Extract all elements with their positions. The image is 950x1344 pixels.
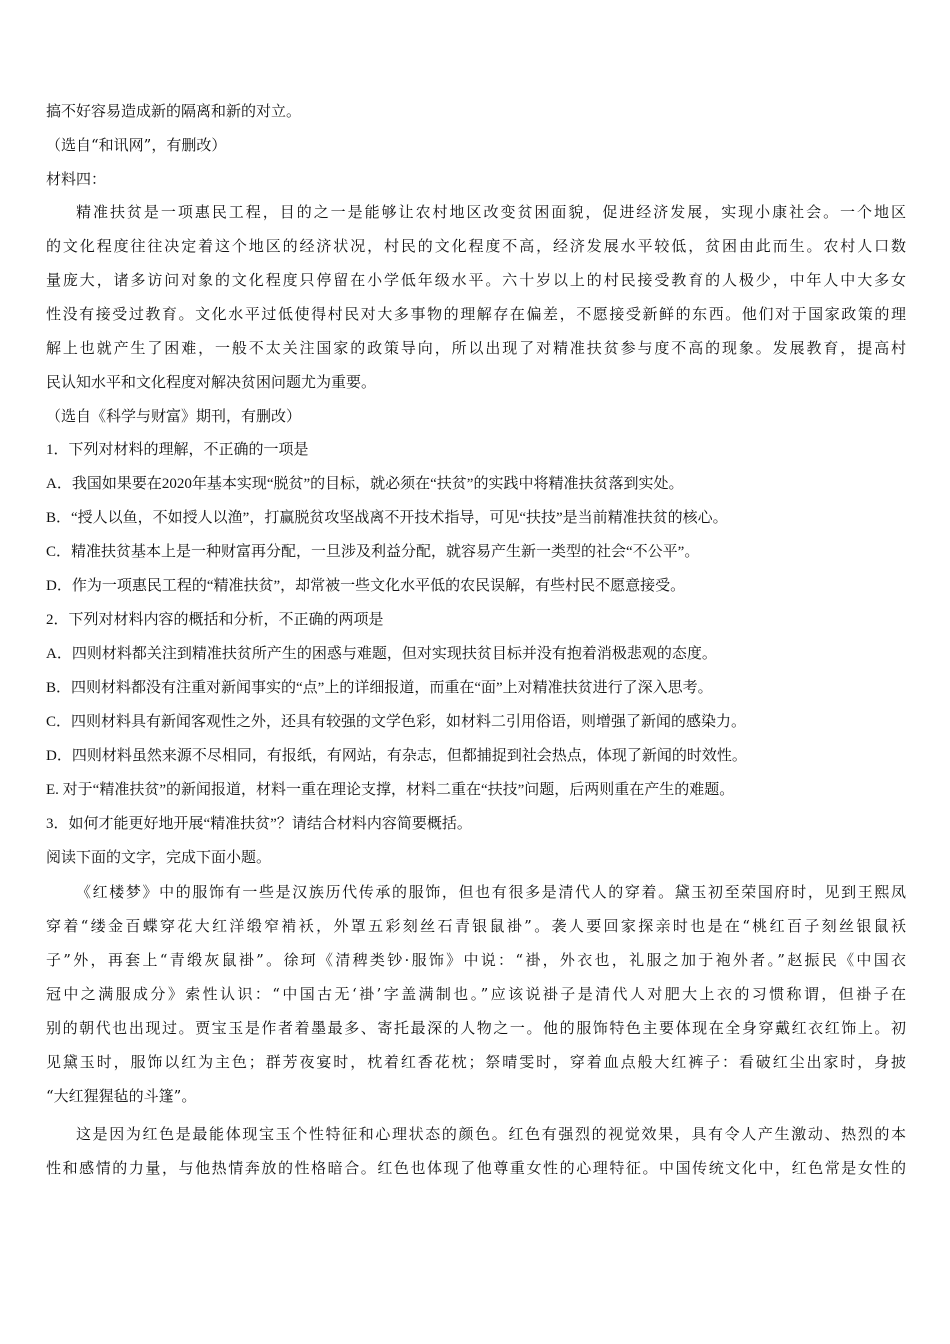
question-2-option-d: D．四则材料虽然来源不尽相同，有报纸，有网站，有杂志，但都捕捉到社会热点，体现了新闻的时效性。 bbox=[46, 748, 747, 764]
passage-1-line: 别的朝代也出现过。贾宝玉是作者着墨最多、寄托最深的人物之一。他的服饰特色主要体现在全身穿戴红衣红饰上。初 bbox=[46, 1019, 906, 1037]
passage-1-line: 《红楼梦》中的服饰有一些是汉族历代传承的服饰，但也有很多是清代人的穿着。黛玉初至荣国府时，见到王熙凤 bbox=[76, 883, 906, 901]
intro-tail: 搞不好容易造成新的隔离和新的对立。 bbox=[46, 102, 302, 120]
passage-2-line: 性和感情的力量，与他热情奔放的性格暗合。红色也体现了他尊重女性的心理特征。中国传统文化中，红色常是女性的 bbox=[46, 1159, 906, 1177]
source-note-4: （选自《科学与财富》期刊，有删改） bbox=[46, 407, 302, 425]
material-4-line: 的文化程度往往决定着这个地区的经济状况，村民的文化程度不高，经济发展水平较低，贫困由此而生。农村人口数 bbox=[46, 237, 906, 255]
passage-1-line: 穿着“缕金百蝶穿花大红洋缎窄褃袄，外罩五彩刻丝石青银鼠褂”。袭人要回家探亲时也是在“桃红百子刻丝银鼠袄 bbox=[46, 917, 906, 935]
material-4-title: 材料四： bbox=[46, 170, 107, 188]
question-2-stem: 2．下列对材料内容的概括和分析，不正确的两项是 bbox=[46, 612, 384, 628]
question-2-option-c: C．四则材料具有新闻客观性之外，还具有较强的文学色彩，如材料二引用俗语，则增强了新闻的感染力。 bbox=[46, 714, 747, 730]
material-4-line: 性没有接受过教育。文化水平过低使得村民对大多事物的理解存在偏差，不愿接受新鲜的东西。他们对于国家政策的理 bbox=[46, 305, 906, 323]
passage-1-line: 冠中之满服成分》索性认识：“中国古无‘褂’字盖满制也。”应该说褂子是清代人对肥大上衣的习惯称谓，但褂子在 bbox=[46, 985, 906, 1003]
question-1-stem: 1．下列对材料的理解，不正确的一项是 bbox=[46, 442, 309, 458]
question-2-option-b: B．四则材料都没有注重对新闻事实的“点”上的详细报道，而重在“面”上对精准扶贫进行了深入思考。 bbox=[46, 680, 713, 696]
material-4-line: 量庞大，诸多访问对象的文化程度只停留在小学低年级水平。六十岁以上的村民接受教育的人极少，中年人中大多女 bbox=[46, 271, 906, 289]
question-2-option-a: A．四则材料都关注到精准扶贫所产生的困惑与难题，但对实现扶贫目标并没有抱着消极悲观的态度。 bbox=[46, 646, 717, 662]
material-4-line: 精准扶贫是一项惠民工程，目的之一是能够让农村地区改变贫困面貌，促进经济发展，实现小康社会。一个地区 bbox=[76, 203, 906, 221]
passage-1-line: “大红猩猩毡的斗篷”。 bbox=[46, 1087, 197, 1105]
question-1-option-c: C．精准扶贫基本上是一种财富再分配，一旦涉及利益分配，就容易产生新一类型的社会“不公平”。 bbox=[46, 544, 700, 560]
question-2-option-e: E. 对于“精准扶贫”的新闻报道，材料一重在理论支撑，材料二重在“扶技”问题，后两则重在产生的难题。 bbox=[46, 782, 735, 798]
question-1-option-d: D．作为一项惠民工程的“精准扶贫”，却常被一些文化水平低的农民误解，有些村民不愿意接受。 bbox=[46, 578, 686, 594]
question-1-option-b: B．“授人以鱼，不如授人以渔”，打赢脱贫攻坚战离不开技术指导，可见“扶技”是当前精准扶贫的核心。 bbox=[46, 510, 728, 526]
material-4-line: 解上也就产生了困难，一般不太关注国家的政策导向，所以出现了对精准扶贫参与度不高的现象。发展教育，提高村 bbox=[46, 339, 906, 357]
material-4-line: 民认知水平和文化程度对解决贫困问题尤为重要。 bbox=[46, 373, 377, 391]
passage-1-line: 子”外，再套上“青缎灰鼠褂”。徐珂《清稗类钞·服饰》中说：“褂，外衣也，礼服之加于袍外者。”赵振民《中国衣 bbox=[46, 951, 906, 969]
question-3: 3．如何才能更好地开展“精准扶贫”？请结合材料内容简要概括。 bbox=[46, 816, 472, 832]
passage-1-line: 见黛玉时，服饰以红为主色；群芳夜宴时，枕着红香花枕；祭晴雯时，穿着血点般大红裤子：看破红尘出家时，身披 bbox=[46, 1053, 906, 1071]
reading-intro: 阅读下面的文字，完成下面小题。 bbox=[46, 850, 272, 866]
passage-2-line: 这是因为红色是最能体现宝玉个性特征和心理状态的颜色。红色有强烈的视觉效果，具有令人产生激动、热烈的本 bbox=[76, 1125, 906, 1143]
question-1-option-a: A．我国如果要在2020年基本实现“脱贫”的目标，就必须在“扶贫”的实践中将精准扶贫落到实处。 bbox=[46, 476, 684, 492]
source-note-3: （选自“和讯网”，有删改） bbox=[46, 136, 227, 154]
